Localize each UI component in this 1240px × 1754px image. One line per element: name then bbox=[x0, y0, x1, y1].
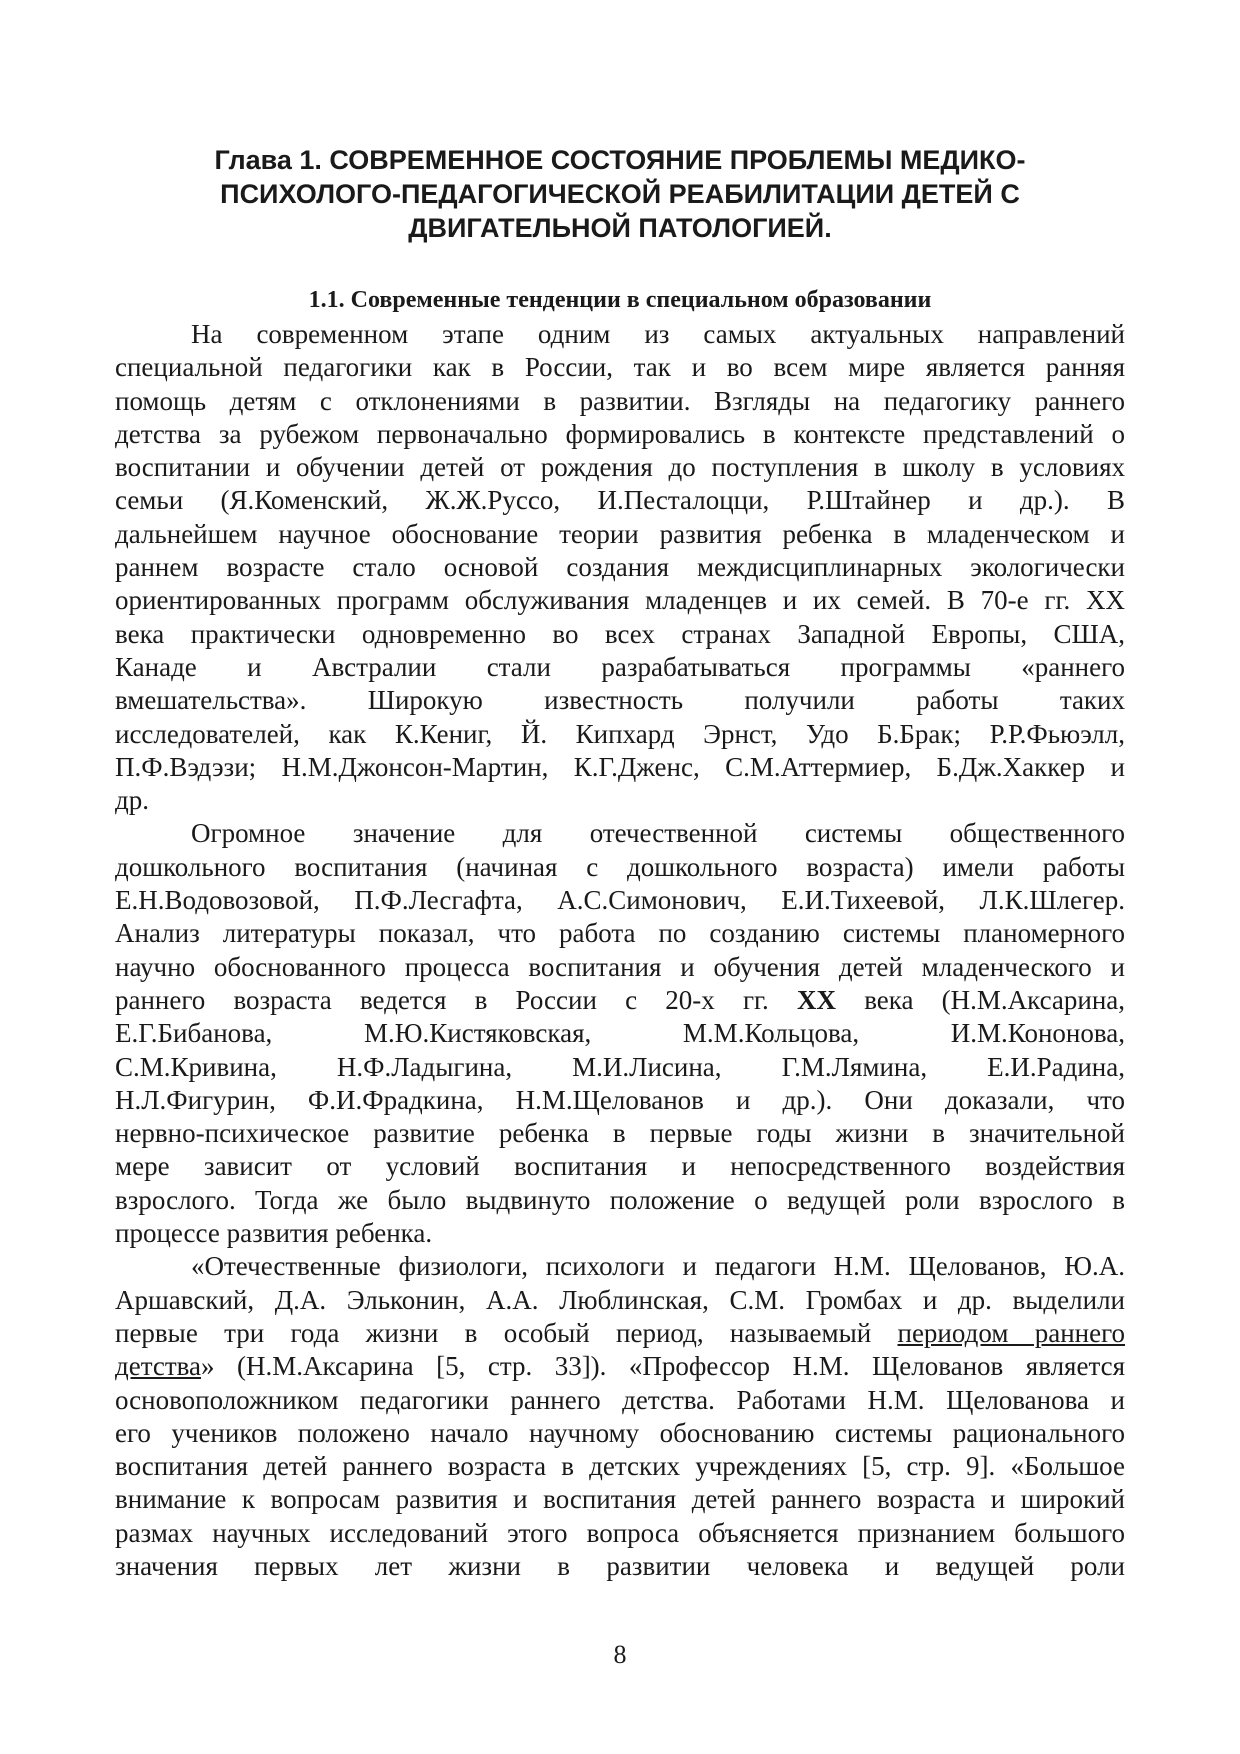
text-line: мере зависит от условий воспитания и непосредственного воздействия bbox=[115, 1151, 1125, 1182]
text-line bbox=[115, 1317, 1125, 1350]
text-line: Огромное значение для отечественной системы общественного bbox=[191, 818, 1125, 849]
text-line: Аршавский, Д.А. Эльконин, А.А. Люблинская, С.М. Громбах и др. выделили bbox=[115, 1284, 1125, 1315]
text-line: специальной педагогики как в России, так и во всем мире является ранняя bbox=[115, 352, 1125, 383]
text-line: П.Ф.Вэдэзи; Н.М.Джонсон-Мартин, К.Г.Дженс, С.М.Аттермиер, Б.Дж.Хаккер и bbox=[115, 751, 1125, 782]
underlined-term: детства bbox=[115, 1351, 202, 1382]
text-line: значения первых лет жизни в развитии человека и ведущей роли bbox=[115, 1550, 1125, 1581]
text-line: дошкольного воспитания (начиная с дошкольного возраста) имели работы bbox=[115, 851, 1125, 882]
text-line: Канаде и Австралии стали разрабатываться программы «раннего bbox=[115, 651, 1125, 682]
text-line bbox=[115, 984, 1125, 1017]
text-line: научно обоснованного процесса воспитания и обучения детей младенческого и bbox=[115, 951, 1125, 982]
chapter-title-line: ДВИГАТЕЛЬНОЙ ПАТОЛОГИЕЙ. bbox=[408, 213, 832, 243]
text-line: исследователей, как К.Кениг, Й. Кипхард Эрнст, Удо Б.Брак; Р.Р.Фьюэлл, bbox=[115, 718, 1125, 749]
underlined-term: периодом раннего bbox=[897, 1317, 1125, 1348]
text-line: раннем возрасте стало основой создания междисциплинарных экологически bbox=[115, 552, 1125, 583]
text-line: Е.Г.Бибанова, М.Ю.Кистяковская, М.М.Кольцова, И.М.Кононова, bbox=[115, 1018, 1125, 1049]
body-text bbox=[115, 318, 1125, 1583]
text-fragment: раннего возраста ведется в России с 20-х гг. bbox=[115, 984, 769, 1015]
text-line: нервно-психическое развитие ребенка в первые годы жизни в значительной bbox=[115, 1118, 1125, 1149]
paragraph-2 bbox=[115, 817, 1125, 1250]
text-line: др. bbox=[115, 785, 149, 816]
page-number: 8 bbox=[613, 1640, 627, 1669]
text-line: вмешательства». Широкую известность получили работы таких bbox=[115, 685, 1125, 716]
text-line: века практически одновременно во всех странах Западной Европы, США, bbox=[115, 618, 1125, 649]
text-line: С.М.Кривина, Н.Ф.Ладыгина, М.И.Лисина, Г.М.Лямина, Е.И.Радина, bbox=[115, 1051, 1125, 1082]
text-line bbox=[115, 1350, 1125, 1383]
text-line: основоположником педагогики раннего детства. Работами Н.М. Щелованова и bbox=[115, 1384, 1125, 1415]
bold-fragment: XX bbox=[797, 984, 836, 1015]
text-line: Е.Н.Водовозовой, П.Ф.Лесгафта, А.С.Симонович, Е.И.Тихеевой, Л.К.Шлегер. bbox=[115, 885, 1125, 916]
text-line: «Отечественные физиологи, психологи и педагоги Н.М. Щелованов, Ю.А. bbox=[191, 1251, 1125, 1282]
text-line: помощь детям с отклонениями в развитии. Взгляды на педагогику раннего bbox=[115, 385, 1125, 416]
text-line: внимание к вопросам развития и воспитания детей раннего возраста и широкий bbox=[115, 1484, 1125, 1515]
text-fragment: века (Н.М.Аксарина, bbox=[864, 984, 1126, 1015]
paragraph-3 bbox=[115, 1250, 1125, 1583]
text-line: семьи (Я.Коменский, Ж.Ж.Руссо, И.Песталоцци, Р.Штайнер и др.). В bbox=[115, 485, 1125, 516]
text-line: Н.Л.Фигурин, Ф.И.Фрадкина, Н.М.Щелованов и др.). Они доказали, что bbox=[115, 1084, 1125, 1115]
text-line: взрослого. Тогда же было выдвинуто положение о ведущей роли взрослого в bbox=[115, 1184, 1125, 1215]
text-line: детства за рубежом первоначально формировались в контексте представлений о bbox=[115, 418, 1125, 449]
chapter-title bbox=[150, 143, 1090, 245]
text-line: Анализ литературы показал, что работа по созданию системы планомерного bbox=[115, 918, 1125, 949]
text-fragment: первые три года жизни в особый период, называемый bbox=[115, 1317, 872, 1348]
chapter-title-line: Глава 1. СОВРЕМЕННОЕ СОСТОЯНИЕ ПРОБЛЕМЫ МЕДИКО- bbox=[214, 145, 1026, 175]
text-line: воспитании и обучении детей от рождения до поступления в школу в условиях bbox=[115, 452, 1125, 483]
text-line: процессе развития ребенка. bbox=[115, 1218, 433, 1249]
text-line: размах научных исследований этого вопроса объясняется признанием большого bbox=[115, 1517, 1125, 1548]
text-fragment: » (Н.М.Аксарина [5, стр. 33]). «Профессор Н.М. Щелованов является bbox=[201, 1351, 1125, 1382]
chapter-title-line: ПСИХОЛОГО-ПЕДАГОГИЧЕСКОЙ РЕАБИЛИТАЦИИ ДЕТЕЙ С bbox=[220, 179, 1020, 209]
text-line: его учеников положено начало научному обоснованию системы рационального bbox=[115, 1417, 1125, 1448]
text-line: ориентированных программ обслуживания младенцев и их семей. В 70-е гг. XX bbox=[115, 585, 1125, 616]
paragraph-1 bbox=[115, 318, 1125, 817]
text-line: дальнейшем научное обоснование теории развития ребенка в младенческом и bbox=[115, 518, 1125, 549]
section-title: 1.1. Современные тенденции в специальном образовании bbox=[308, 287, 932, 313]
text-line: воспитания детей раннего возраста в детских учреждениях [5, стр. 9]. «Большое bbox=[115, 1451, 1125, 1482]
text-line: На современном этапе одним из самых актуальных направлений bbox=[191, 319, 1125, 349]
